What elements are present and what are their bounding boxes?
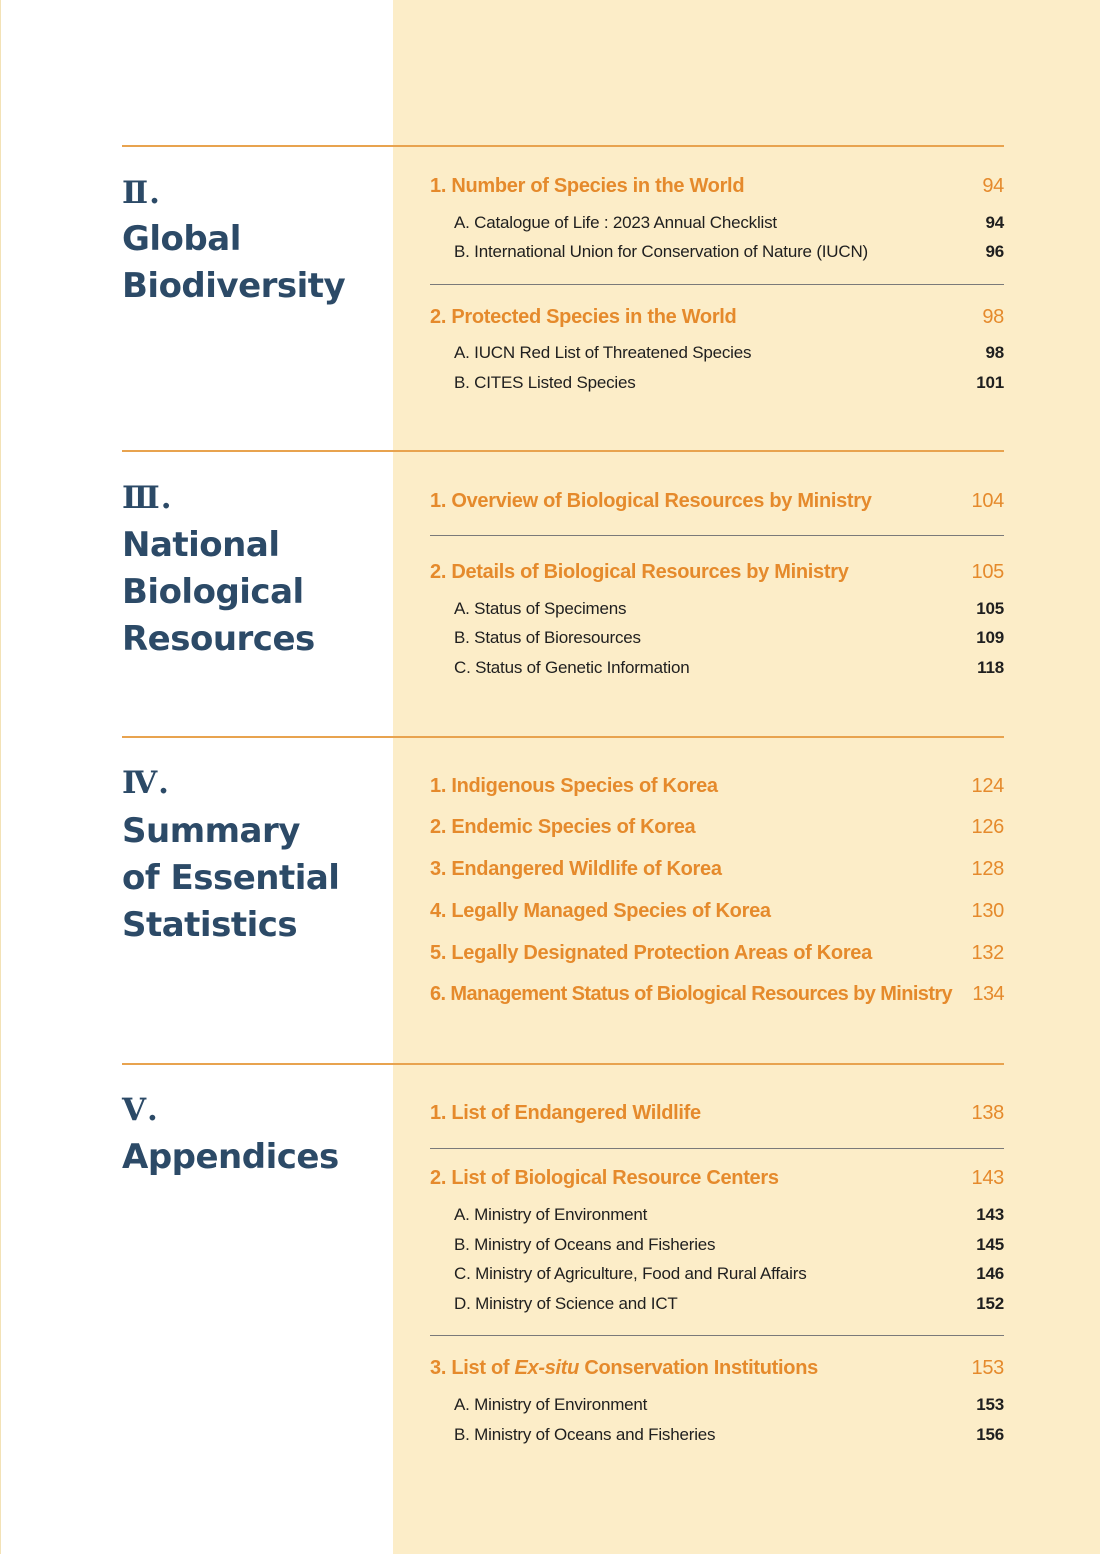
section-5-rule [122, 1063, 1004, 1065]
toc-subentry-page: 146 [976, 1264, 1004, 1283]
toc-entry-ex-situ[interactable] [430, 1353, 1004, 1383]
toc-entry-indigenous[interactable] [430, 771, 1004, 801]
toc-subentry-page: 94 [985, 213, 1004, 232]
toc-subentry-page: 98 [985, 343, 1004, 362]
section-2-title [122, 216, 382, 310]
entry-divider [430, 535, 1004, 536]
toc-entry-page: 98 [982, 305, 1004, 328]
toc-subentry-page: 101 [976, 373, 1004, 392]
toc-subentry-label: C. Ministry of Agriculture, Food and Rural Affairs [454, 1264, 807, 1283]
toc-subentry[interactable] [454, 370, 1004, 396]
section-3-title-line: National [122, 525, 280, 565]
toc-subentry-page: 145 [976, 1235, 1004, 1254]
toc-entry-label: 1. Overview of Biological Resources by Ministry [430, 489, 872, 512]
toc-subentry-page: 118 [977, 658, 1004, 677]
section-2-numeral: Ⅱ. [122, 175, 161, 211]
toc-subentry[interactable] [454, 655, 1004, 681]
section-3-title [122, 522, 382, 663]
toc-subentry-label: A. Ministry of Environment [454, 1395, 648, 1414]
section-4-title-line: Summary [122, 811, 300, 851]
section-4-rule [122, 736, 1004, 738]
section-2-title-line: Biodiversity [122, 266, 346, 306]
toc-subentry-label: D. Ministry of Science and ICT [454, 1294, 678, 1313]
toc-subentry[interactable] [454, 625, 1004, 651]
toc-subentry-label: B. International Union for Conservation of Nature (IUCN) [454, 242, 868, 261]
entry-divider [430, 1148, 1004, 1149]
toc-entry-management-status[interactable] [430, 979, 1004, 1009]
toc-entry-page: 143 [971, 1166, 1004, 1189]
section-3-rule [122, 450, 1004, 452]
toc-entry-resource-centers[interactable] [430, 1163, 1004, 1193]
toc-subentry-page: 143 [976, 1205, 1004, 1224]
toc-subentry-page: 152 [976, 1294, 1004, 1313]
section-5-title [122, 1134, 382, 1181]
toc-subentry-label: B. CITES Listed Species [454, 373, 636, 392]
toc-subentry-page: 153 [976, 1395, 1004, 1414]
toc-subentry-label: C. Status of Genetic Information [454, 658, 690, 677]
toc-entry-label: 3. Endangered Wildlife of Korea [430, 857, 722, 880]
toc-entry-label: 1. List of Endangered Wildlife [430, 1101, 701, 1124]
toc-entry-page: 138 [971, 1101, 1004, 1124]
toc-entry-label: 4. Legally Managed Species of Korea [430, 899, 771, 922]
toc-subentry-label: B. Status of Bioresources [454, 628, 641, 647]
toc-entry-label: 2. Endemic Species of Korea [430, 815, 696, 838]
toc-subentry-page: 156 [976, 1425, 1004, 1444]
toc-subentry[interactable] [454, 210, 1004, 236]
toc-subentry-label: A. Catalogue of Life : 2023 Annual Checklist [454, 213, 777, 232]
toc-subentry-label: A. IUCN Red List of Threatened Species [454, 343, 752, 362]
toc-entry-label: 5. Legally Designated Protection Areas of Korea [430, 941, 872, 964]
toc-subentry-page: 96 [985, 242, 1004, 261]
toc-subentry[interactable] [454, 1422, 1004, 1448]
section-5-title-line: Appendices [122, 1137, 339, 1177]
toc-entry-label: 1. Indigenous Species of Korea [430, 774, 718, 797]
toc-subentry-page: 105 [976, 599, 1004, 618]
section-2-rule [122, 145, 1004, 147]
toc-entry-list-endangered[interactable] [430, 1098, 1004, 1128]
toc-entry-label [430, 1357, 818, 1380]
toc-entry-label: 1. Number of Species in the World [430, 174, 745, 197]
toc-entry-page: 130 [971, 899, 1004, 922]
toc-entry-endangered[interactable] [430, 854, 1004, 884]
toc-subentry[interactable] [454, 1232, 1004, 1258]
label-prefix: 3. List of [430, 1356, 515, 1379]
section-2-title-line: Global [122, 219, 241, 259]
toc-entry-details-resources[interactable] [430, 557, 1004, 587]
section-4-title-line: Statistics [122, 905, 298, 945]
section-3-numeral: Ⅲ. [122, 480, 173, 516]
toc-entry-label: 2. Protected Species in the World [430, 305, 737, 328]
toc-entry-page: 104 [971, 489, 1004, 512]
toc-entry-page: 94 [982, 174, 1004, 197]
toc-subentry[interactable] [454, 1392, 1004, 1418]
toc-subentry[interactable] [454, 596, 1004, 622]
toc-entry-protected-species[interactable] [430, 302, 1004, 332]
section-5-numeral: Ⅴ. [122, 1092, 159, 1128]
toc-subentry[interactable] [454, 1202, 1004, 1228]
toc-entry-page: 126 [971, 815, 1004, 838]
toc-entry-page: 153 [971, 1356, 1004, 1379]
toc-subentry-label: B. Ministry of Oceans and Fisheries [454, 1235, 716, 1254]
label-suffix: Conservation Institutions [579, 1356, 818, 1379]
toc-entry-page: 105 [971, 560, 1004, 583]
toc-entry-legally-managed[interactable] [430, 896, 1004, 926]
toc-subentry-label: A. Status of Specimens [454, 599, 627, 618]
section-3-title-line: Biological [122, 572, 304, 612]
toc-entry-endemic[interactable] [430, 812, 1004, 842]
toc-subentry[interactable] [454, 340, 1004, 366]
section-3-title-line: Resources [122, 619, 315, 659]
section-4-title [122, 808, 382, 949]
section-4-numeral: Ⅳ. [122, 765, 170, 801]
toc-entry-number-of-species[interactable] [430, 171, 1004, 201]
toc-entry-page: 134 [972, 982, 1004, 1005]
toc-subentry-label: A. Ministry of Environment [454, 1205, 648, 1224]
toc-subentry[interactable] [454, 1291, 1004, 1317]
entry-divider [430, 284, 1004, 285]
toc-entry-protection-areas[interactable] [430, 938, 1004, 968]
toc-subentry[interactable] [454, 1261, 1004, 1287]
section-4-title-line: of Essential [122, 858, 340, 898]
toc-subentry[interactable] [454, 239, 1004, 265]
entry-divider [430, 1335, 1004, 1336]
toc-entry-label: 2. Details of Biological Resources by Ministry [430, 560, 849, 583]
toc-entry-page: 124 [971, 774, 1004, 797]
label-italic: Ex-situ [514, 1356, 580, 1379]
toc-subentry-label: B. Ministry of Oceans and Fisheries [454, 1425, 716, 1444]
toc-entry-page: 132 [971, 941, 1004, 964]
toc-entry-overview-resources[interactable] [430, 486, 1004, 516]
toc-entry-label: 2. List of Biological Resource Centers [430, 1166, 779, 1189]
toc-entry-label: 6. Management Status of Biological Resources by Ministry [430, 982, 953, 1005]
toc-entry-page: 128 [971, 857, 1004, 880]
toc-subentry-page: 109 [976, 628, 1004, 647]
